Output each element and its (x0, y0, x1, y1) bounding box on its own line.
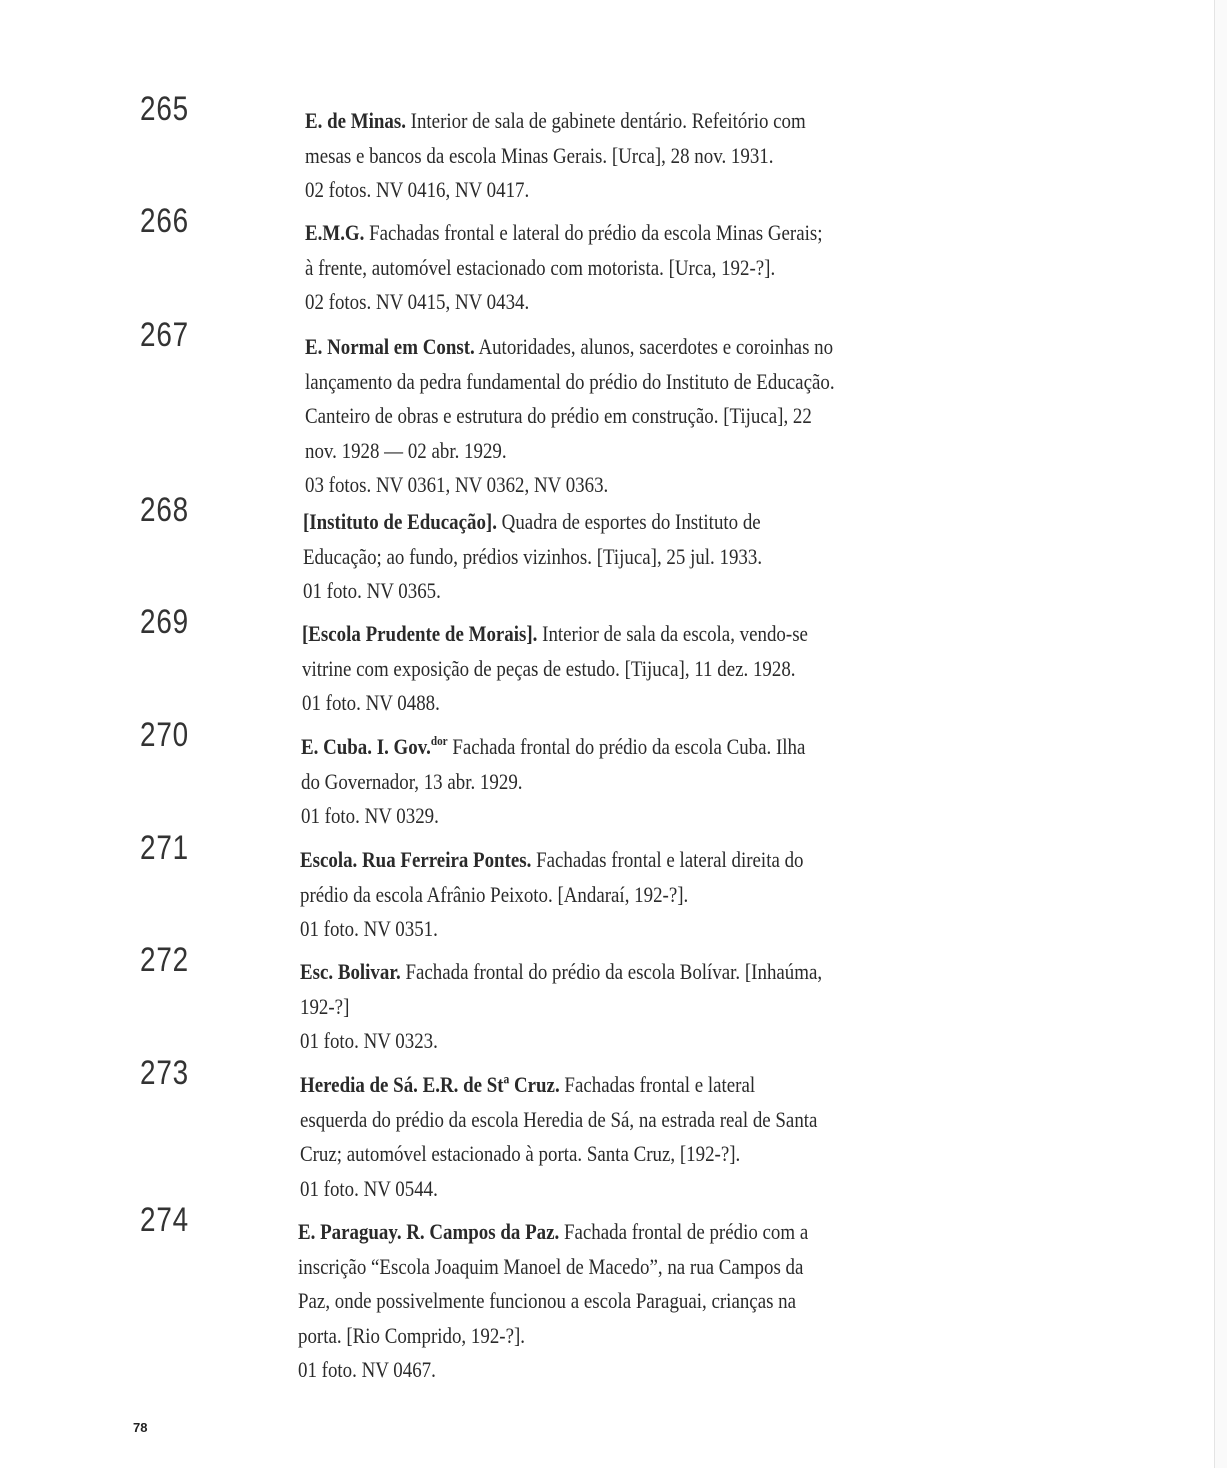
entry-title-text: [Escola Prudente de Morais]. (302, 621, 538, 646)
entry-title (303, 509, 497, 534)
entry-line (300, 1137, 833, 1172)
entry-text: lançamento da pedra fundamental do prédio do Instituto de Educação. (305, 368, 835, 394)
entry-text: mesas e bancos da escola Minas Gerais. [Urca], 28 nov. 1931. (305, 142, 774, 168)
entry-body (300, 843, 833, 947)
entry-text: Educação; ao fundo, prédios vizinhos. [Tijuca], 25 jul. 1933. (303, 543, 763, 569)
entry-text: esquerda do prédio da escola Heredia de Sá, na estrada real de Santa (300, 1106, 818, 1132)
entry-line (305, 251, 838, 286)
entry-text: 01 foto. NV 0365. (303, 578, 441, 604)
entry-text: Interior de sala da escola, vendo-se (542, 621, 808, 646)
entry-number: 268 (140, 491, 189, 529)
entry-number: 270 (140, 716, 189, 754)
entry-line (305, 468, 838, 503)
entry-text: Autoridades, alunos, sacerdotes e coroinhas no (478, 334, 834, 359)
entry-title (298, 1219, 559, 1244)
entry-text: 02 fotos. NV 0416, NV 0417. (305, 177, 530, 203)
entry-line (300, 1172, 833, 1207)
entry-line (305, 399, 838, 434)
entry-body (305, 216, 838, 320)
entry-text: Canteiro de obras e estrutura do prédio em construção. [Tijuca], 22 (305, 403, 812, 429)
entry-text: porta. [Rio Comprido, 192-?]. (298, 1322, 526, 1348)
entry-line (298, 1319, 831, 1354)
entry-number: 273 (140, 1054, 189, 1092)
entry-text: Fachada frontal de prédio com a (563, 1219, 809, 1244)
entry-line (305, 434, 838, 469)
entry-text: Fachadas frontal e lateral direita do (536, 847, 804, 872)
entry-title (302, 621, 537, 646)
entry-text: Fachadas frontal e lateral do prédio da escola Minas Gerais; (369, 220, 823, 245)
entry-title (305, 108, 406, 133)
entry-line (298, 1353, 831, 1388)
entry-text: 01 foto. NV 0488. (302, 690, 440, 716)
entry-text: inscrição “Escola Joaquim Manoel de Macedo”, na rua Campos da (298, 1253, 804, 1279)
entry-line (305, 365, 838, 400)
entry-line (301, 730, 834, 765)
entry-text: prédio da escola Afrânio Peixoto. [Andaraí, 192-?]. (300, 881, 689, 907)
entry-text: 192-?] (300, 993, 350, 1019)
entry-line (305, 285, 838, 320)
entry-number: 272 (140, 941, 189, 979)
entry-body (305, 330, 838, 503)
entry-body (302, 617, 835, 721)
entry-line (305, 330, 838, 365)
entry-number: 267 (140, 316, 189, 354)
entry-line (302, 686, 835, 721)
entry-title-text: E. de Minas. (305, 108, 406, 133)
entry-text: 02 fotos. NV 0415, NV 0434. (305, 289, 530, 315)
entry-text: à frente, automóvel estacionado com motorista. [Urca, 192-?]. (305, 254, 776, 280)
entry-line (300, 1068, 833, 1103)
entry-title-text: E. Normal em Const. (305, 334, 475, 359)
page-edge (1214, 0, 1227, 1468)
entry-title-text: Escola. Rua Ferreira Pontes. (300, 847, 532, 872)
entry-text: Fachada frontal do prédio da escola Cuba. Ilha (452, 734, 806, 759)
entry-title-text: E. Cuba. I. Gov. (301, 734, 431, 759)
entry-body (298, 1215, 831, 1388)
entry-line (300, 843, 833, 878)
entry-title-text: E. Paraguay. R. Campos da Paz. (298, 1219, 560, 1244)
entry-title (301, 734, 448, 759)
entry-line (298, 1284, 831, 1319)
entry-body (300, 1068, 833, 1206)
entry-body (300, 955, 833, 1059)
entry-line (305, 104, 838, 139)
entry-text: 03 fotos. NV 0361, NV 0362, NV 0363. (305, 472, 609, 498)
entry-title (300, 959, 401, 984)
entry-title (305, 220, 364, 245)
entry-line (303, 505, 836, 540)
entry-title-superscript: dor (430, 733, 448, 748)
entry-line (305, 173, 838, 208)
entry-body (305, 104, 838, 208)
entry-title-text: Esc. Bolivar. (300, 959, 401, 984)
entry-number: 266 (140, 202, 189, 240)
entry-text: Paz, onde possivelmente funcionou a escola Paraguai, crianças na (298, 1288, 797, 1314)
page-number: 78 (133, 1420, 148, 1435)
entry-body (301, 730, 834, 834)
entry-line (300, 990, 833, 1025)
entry-number: 271 (140, 829, 189, 867)
entry-line (302, 617, 835, 652)
entry-line (302, 652, 835, 687)
entry-line (301, 765, 834, 800)
entry-line (300, 955, 833, 990)
entry-line (305, 139, 838, 174)
entry-title-text: Heredia de Sá. E.R. de Stª Cruz. (300, 1072, 560, 1097)
entry-line (300, 878, 833, 913)
entry-text: nov. 1928 — 02 abr. 1929. (305, 437, 507, 463)
entry-title-text: [Instituto de Educação]. (303, 509, 497, 534)
entry-title (300, 1072, 560, 1097)
entry-text: Cruz; automóvel estacionado à porta. Santa Cruz, [192-?]. (300, 1141, 741, 1167)
entry-text: vitrine com exposição de peças de estudo. [Tijuca], 11 dez. 1928. (302, 655, 796, 681)
entry-line (298, 1250, 831, 1285)
entry-number: 274 (140, 1201, 189, 1239)
entry-text: do Governador, 13 abr. 1929. (301, 768, 523, 794)
entry-title (305, 334, 475, 359)
entry-number: 265 (140, 90, 189, 128)
entry-text: 01 foto. NV 0323. (300, 1028, 438, 1054)
entry-line (298, 1215, 831, 1250)
entry-line (301, 799, 834, 834)
entry-text: Interior de sala de gabinete dentário. Refeitório com (410, 108, 806, 133)
entry-text: 01 foto. NV 0329. (301, 803, 439, 829)
entry-text: 01 foto. NV 0467. (298, 1357, 436, 1383)
entry-line (303, 574, 836, 609)
entry-body (303, 505, 836, 609)
entry-text: 01 foto. NV 0544. (300, 1175, 438, 1201)
entry-line (303, 540, 836, 575)
entry-text: Fachada frontal do prédio da escola Bolívar. [Inhaúma, (405, 959, 823, 984)
entry-title-text: E.M.G. (305, 220, 365, 245)
entry-text: 01 foto. NV 0351. (300, 916, 438, 942)
entry-line (300, 1024, 833, 1059)
entry-line (300, 912, 833, 947)
entry-line (300, 1103, 833, 1138)
entry-text: Fachadas frontal e lateral (564, 1072, 756, 1097)
entry-text: Quadra de esportes do Instituto de (501, 509, 761, 534)
entry-number: 269 (140, 603, 189, 641)
entry-title (300, 847, 531, 872)
entry-line (305, 216, 838, 251)
